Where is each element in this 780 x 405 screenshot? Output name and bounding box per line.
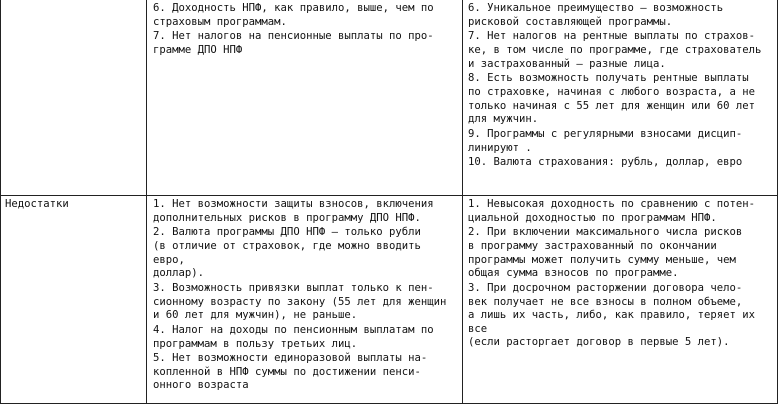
list-item-line: доллар). — [153, 267, 205, 280]
insurance-advantages-cell — [468, 2, 774, 171]
list-item-line: 4. Налог на доходы по пенсионным выплатам по — [153, 323, 434, 336]
list-item-line: 8. Есть возможность получать рентные выплаты — [468, 72, 749, 85]
row-label-disadvantages: Недостатки — [5, 198, 69, 210]
table-border-bottom — [0, 403, 778, 404]
list-item — [468, 72, 774, 126]
list-item-line: программам в пользу третьих лиц. — [153, 337, 358, 350]
list-item-line: по страховке, начиная с любого возраста, а не — [468, 85, 756, 98]
column-divider-2 — [462, 0, 463, 404]
list-item-line: 3. При досрочном расторжении договора чело- — [468, 281, 743, 294]
list-item — [153, 2, 459, 29]
list-item — [468, 282, 774, 350]
list-item-line: для мужчин. — [468, 113, 539, 126]
list-item-line: (если расторгает договор в первые 5 лет). — [468, 336, 730, 349]
list-item-line: копленной в НПФ суммы по достижении пенси- — [153, 365, 421, 378]
list-item — [153, 226, 459, 280]
row-divider — [0, 195, 778, 196]
list-item-line: онного возраста — [153, 379, 249, 392]
list-item-line: дополнительных рисков в программу ДПО НПФ. — [153, 211, 421, 224]
list-item — [468, 30, 774, 71]
list-item-line: 10. Валюта страхования: рубль, доллар, евро — [468, 156, 743, 169]
list-item-line: сионному возрасту по закону (55 лет для женщин — [153, 295, 447, 308]
list-item-line: 9. Программы с регулярными взносами дисцип- — [468, 127, 743, 140]
list-item — [153, 282, 459, 323]
list-item-line: рисковой составляющей программы. — [468, 15, 673, 28]
list-item-line: грамме ДПО НПФ — [153, 43, 243, 56]
list-item — [468, 128, 774, 155]
list-item-line: в программу застрахованный по окончании — [468, 239, 717, 252]
list-item-line: линируют . — [468, 141, 532, 154]
list-item — [153, 198, 459, 225]
list-item — [468, 226, 774, 280]
list-item-line: общая сумма взносов по программе. — [468, 267, 679, 280]
list-item-line: 5. Нет возможности единоразовой выплаты на- — [153, 352, 428, 365]
column-divider-1 — [146, 0, 147, 404]
list-item-line: ке, в том числе по программе, где страхователь — [468, 43, 762, 56]
list-item — [153, 352, 459, 393]
list-item-line: 7. Нет налогов на пенсионные выплаты по про- — [153, 30, 434, 43]
list-item — [468, 198, 774, 225]
list-item-line: век получает не все взносы в полном объеме, — [468, 295, 743, 308]
list-item-line: 3. Возможность привязки выплат только к пен- — [153, 281, 434, 294]
list-item-line: 6. Доходность НПФ, как правило, выше, чем по — [153, 2, 434, 14]
npf-disadvantages-cell — [153, 198, 459, 394]
list-item — [153, 30, 459, 57]
insurance-disadvantages-cell — [468, 198, 774, 351]
list-item-line: только начиная с 55 лет для женщин или 60 лет — [468, 99, 756, 112]
list-item — [468, 156, 774, 170]
list-item-line: 6. Уникальное преимущество — возможность — [468, 2, 724, 14]
list-item-line: страховым программам. — [153, 15, 287, 28]
list-item-line: 2. Валюта программы ДПО НПФ — только рубли — [153, 226, 421, 239]
list-item-line: а лишь их часть, либо, как правило, теряет их все — [468, 309, 756, 335]
list-item-line: 2. При включении максимального числа рисков — [468, 226, 743, 239]
list-item-line: 1. Невысокая доходность по сравнению с потен- — [468, 198, 756, 210]
list-item-line: 7. Нет налогов на рентные выплаты по страхов- — [468, 30, 756, 43]
npf-advantages-cell — [153, 2, 459, 59]
list-item-line: 1. Нет возможности защиты взносов, включения — [153, 198, 434, 210]
table-border-right — [777, 0, 778, 404]
list-item-line: и 60 лет для мужчин), не раньше. — [153, 309, 358, 322]
list-item-line: циальной доходностью по программам НПФ. — [468, 211, 717, 224]
list-item — [468, 2, 774, 29]
list-item-line: программы может получить сумму меньше, чем — [468, 253, 736, 266]
list-item-line: (в отличие от страховок, где можно вводить евро, — [153, 239, 421, 266]
list-item-line: и застрахованный — разные лица. — [468, 57, 666, 70]
list-item — [153, 324, 459, 351]
